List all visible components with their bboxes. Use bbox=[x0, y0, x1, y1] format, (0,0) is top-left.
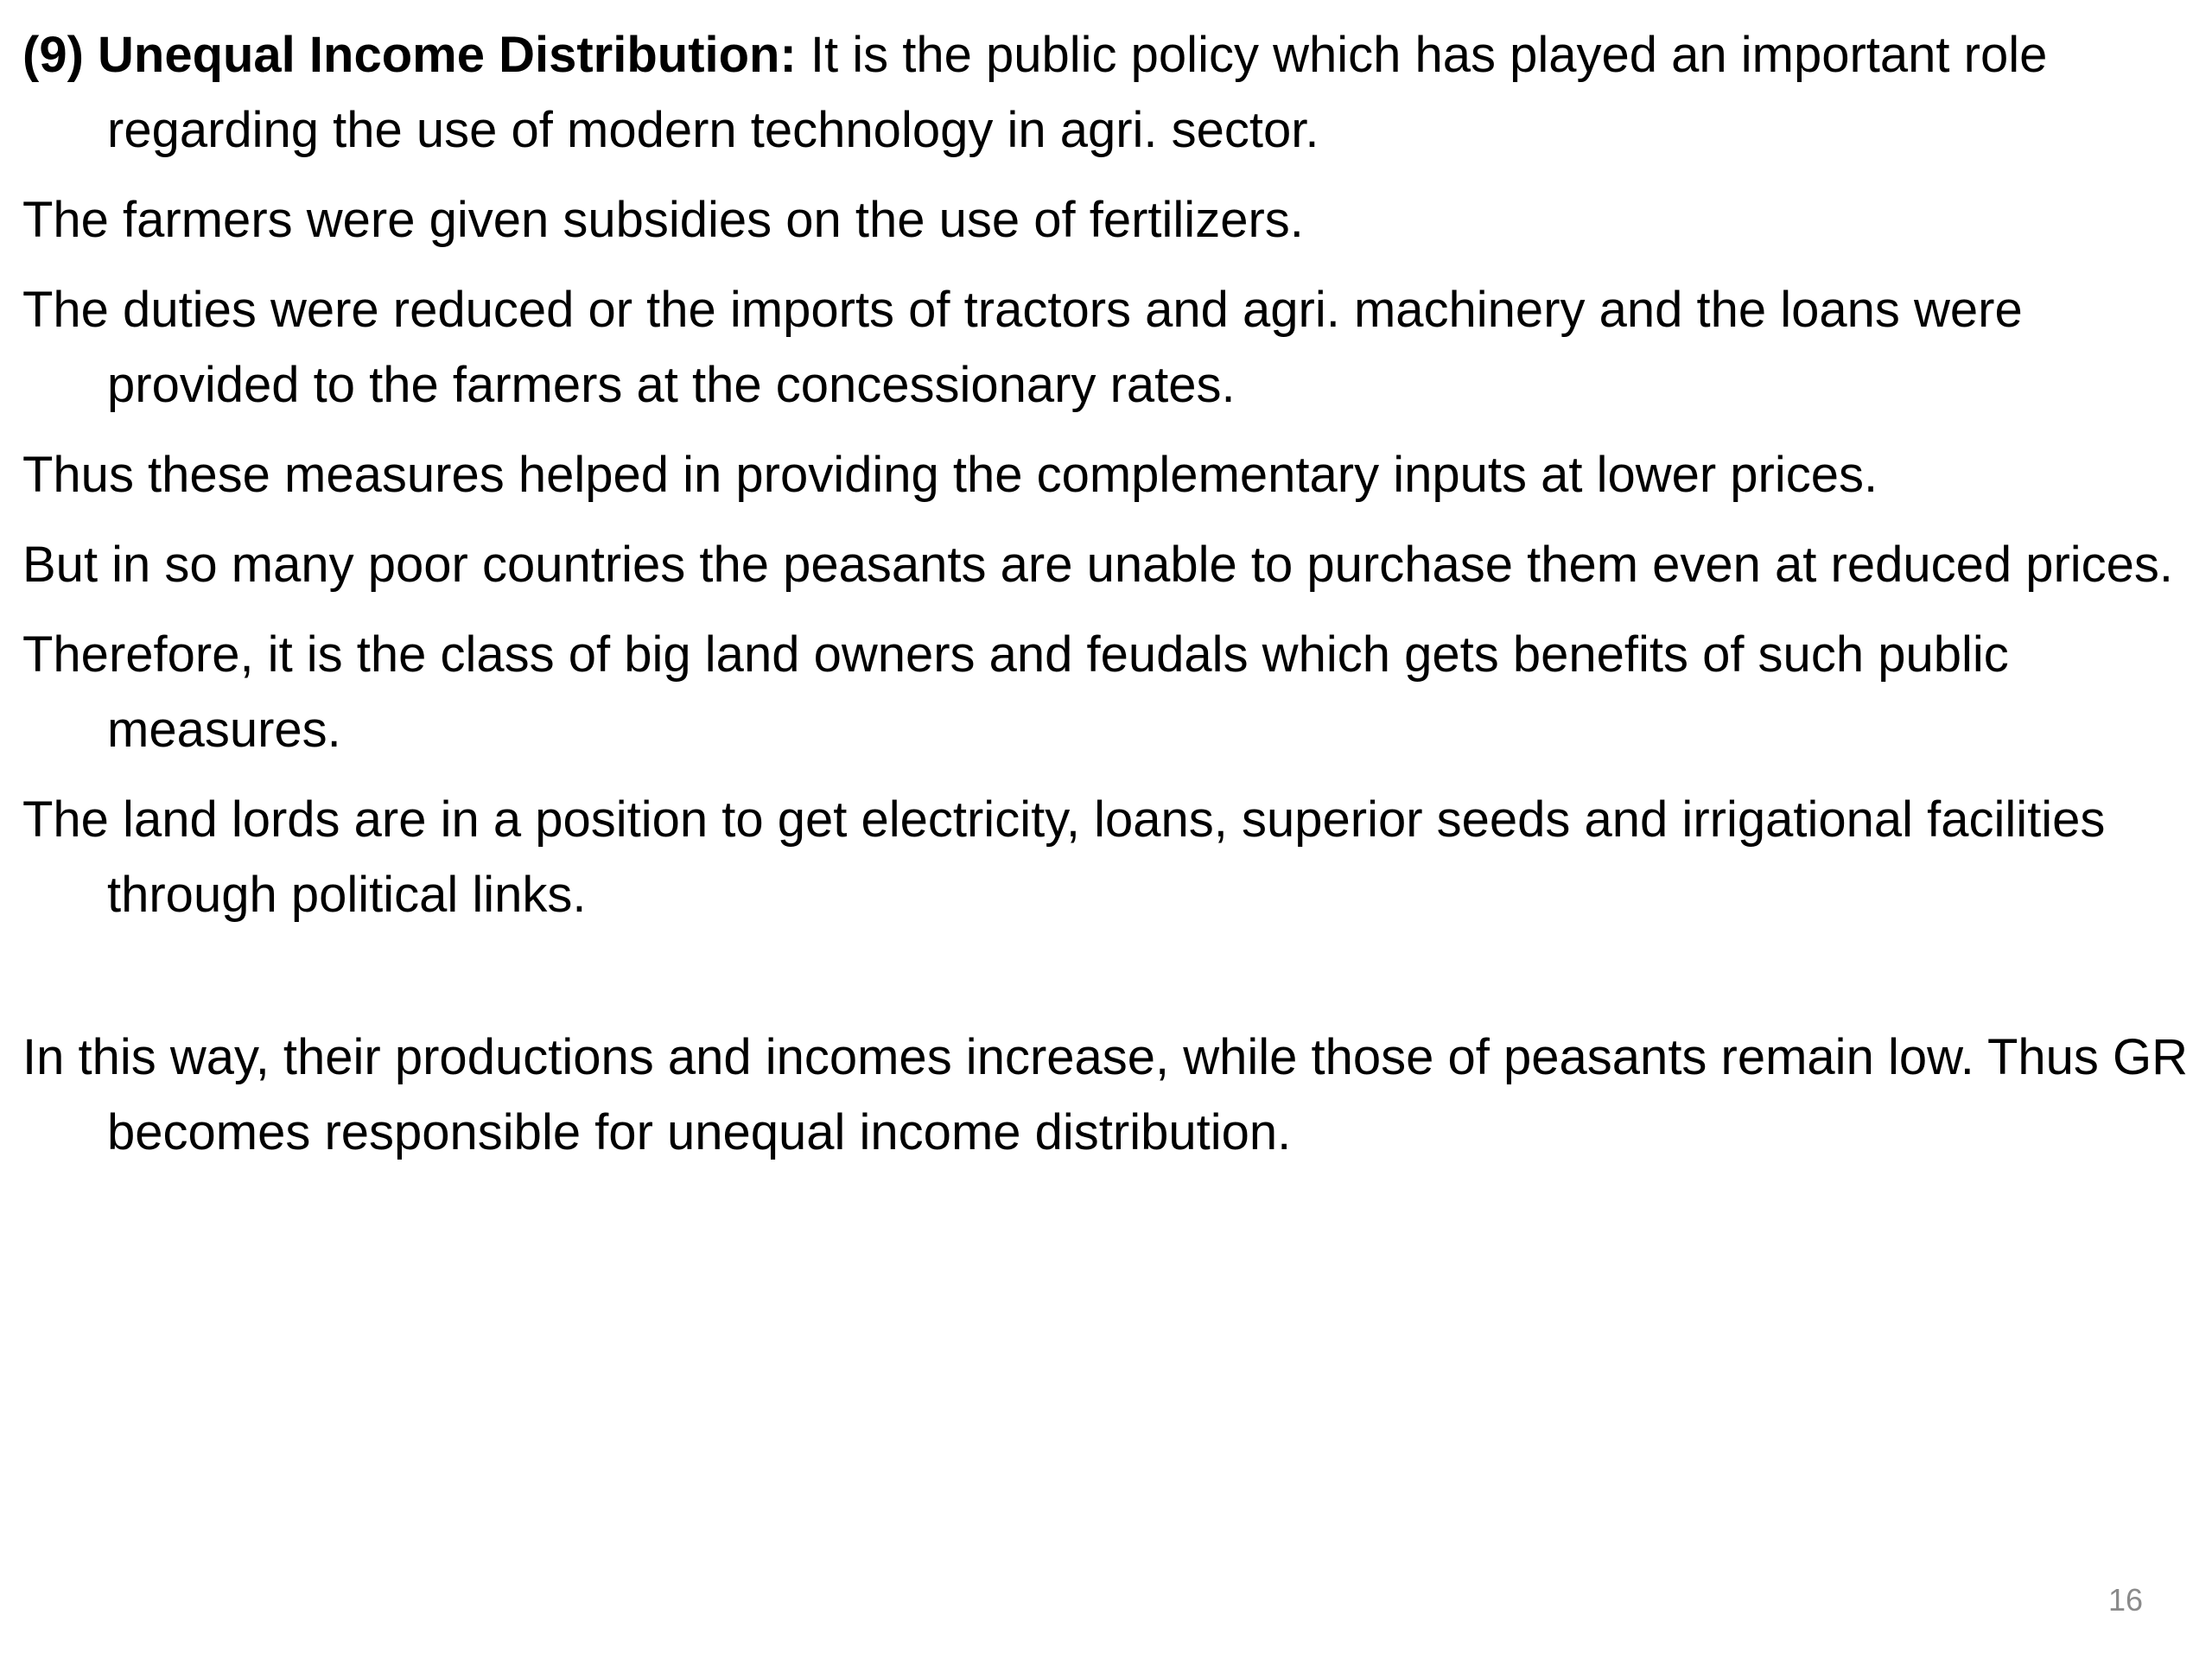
paragraph-unequal-income-distribution bbox=[22, 17, 2200, 168]
paragraph-text: Therefore, it is the class of big land owners and feudals which gets benefits of such public measures. bbox=[22, 626, 2009, 758]
paragraph-land-owners bbox=[22, 617, 2200, 767]
paragraph-text: The duties were reduced or the imports of tractors and agri. machinery and the loans were provided to the farmers at the concessionary rates. bbox=[22, 282, 2023, 413]
paragraph-subsidies bbox=[22, 182, 2200, 257]
paragraph-heading: (9) Unequal Income Distribution: bbox=[22, 27, 797, 83]
slide-number: 16 bbox=[2107, 1582, 2143, 1618]
paragraph-text: Thus these measures helped in providing the complementary inputs at lower prices. bbox=[22, 447, 1878, 503]
paragraph-text: In this way, their productions and incomes increase, while those of peasants remain low. Thus GR becomes responsible for unequal income distribution. bbox=[22, 1029, 2189, 1160]
paragraph-poor-countries bbox=[22, 527, 2200, 602]
paragraph-duties-loans bbox=[22, 272, 2200, 423]
paragraph-lower-prices bbox=[22, 437, 2200, 512]
paragraph-text: The land lords are in a position to get electricity, loans, superior seeds and irrigational facilities through political links. bbox=[22, 791, 2106, 923]
slide-body bbox=[22, 17, 2200, 1185]
paragraph-text: It is the public policy which has played an important role regarding the use of modern technology in agri. sector. bbox=[107, 27, 2048, 158]
paragraph-political-links bbox=[22, 782, 2200, 932]
paragraph-conclusion bbox=[22, 1020, 2200, 1170]
paragraph-text: The farmers were given subsidies on the use of fertilizers. bbox=[22, 192, 1304, 248]
paragraph-text: But in so many poor countries the peasants are unable to purchase them even at reduced prices. bbox=[22, 537, 2174, 593]
